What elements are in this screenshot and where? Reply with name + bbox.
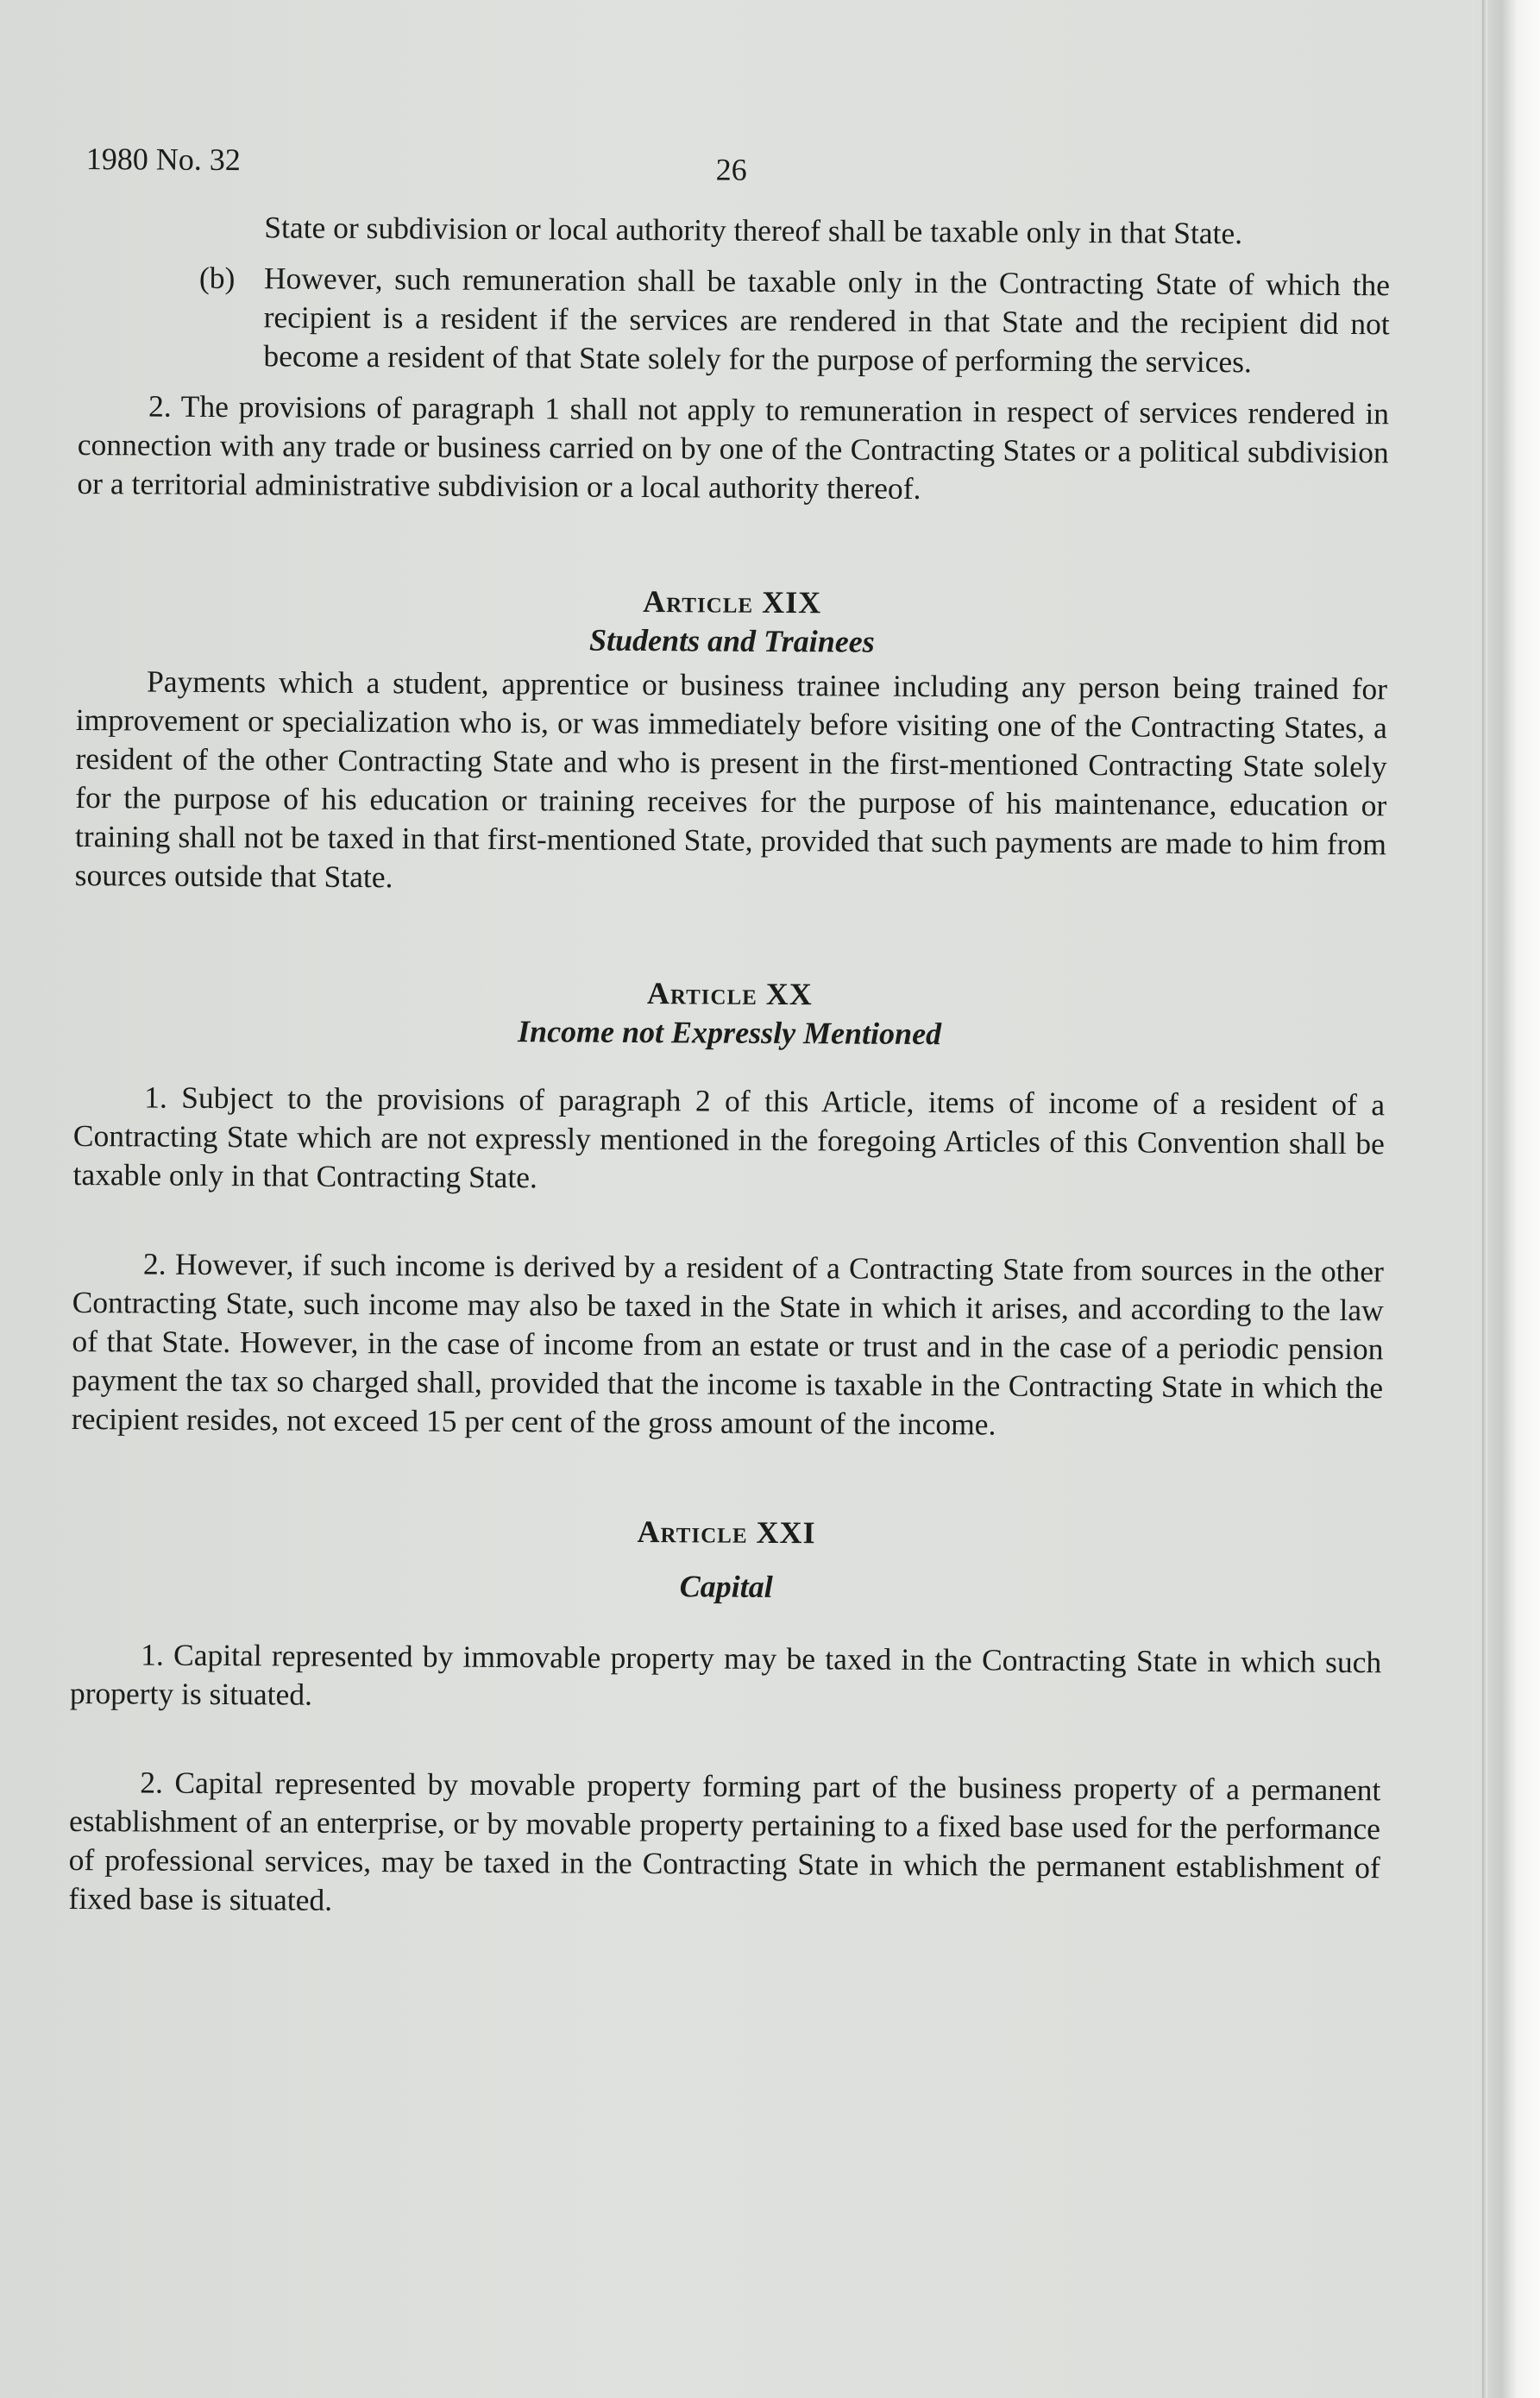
article-xxi-title: Capital [679,1569,773,1604]
item-b-label: (b) [198,260,236,296]
continued-item-a-text: State or subdivision or local authority thereof shall be taxable only in that State. [264,210,1243,251]
article-xx-paragraph-2: 2. However, if such income is derived by a resident of a Contracting State from sources in the other Contracting State, such income may also be taxed in the State in which it arises, and according to the law of that State. However, in the case of income from an estate or trust and in the case of a periodic pension payment the tax so charged shall, provided that the income is taxable in the Contracting State in which the recipient resides, not exceed 15 per cent of the gross amount of the income. [71,1246,1385,1442]
article-xxi-paragraph-1: 1. Capital represented by immovable property may be taxed in the Contracting State in which such property is situated. [69,1637,1382,1712]
article-xxi-paragraph-2: 2. Capital represented by movable property forming part of the business property of a permanent establishment of an enterprise, or by movable property pertaining to a fixed base used for the performance of professional services, may be taxed in the Contracting State in which the permanent establishment of fixed base is situated. [68,1765,1381,1917]
article-xx-heading: Article XX [646,976,814,1012]
page-text [68,129,1391,1926]
page-header [79,129,1391,215]
article-xix-heading: Article XIX [643,584,822,620]
page-number: 26 [715,152,747,187]
article-xix-title: Students and Trainees [588,622,875,659]
statute-reference: 1980 No. 32 [85,142,241,178]
paragraph-2: 2. The provisions of paragraph 1 shall not apply to remuneration in respect of services rendered in connection with any trade or business carried on by one of the Contracting States or a political subdivision or a territorial administrative subdivision or a local authority thereof. [77,388,1390,506]
article-xx-paragraph-1: 1. Subject to the provisions of paragraph 2 of this Article, items of income of a resident of a Contracting State which are not expressly mentioned in the foregoing Articles of this Convention shall be taxable only in that Contracting State. [72,1079,1386,1195]
item-b-text: However, such remuneration shall be taxable only in the Contracting State of which the recipient is a resident if the services are rendered in that State and the recipient did not become a resident of that State solely for the purpose of performing the services. [263,261,1391,380]
article-xix-text: Payments which a student, apprentice or business trainee including any person being trained for improvement or specialization who is, or was immediately before visiting one of the Contracting States, a resident of the other Contracting State and who is present in the first-mentioned Contracting State solely for the purpose of his education or training receives for the purpose of his maintenance, education or training shall not be taxed in that first-mentioned State, provided that such payments are made to him from sources outside that State. [74,664,1388,895]
article-xx-title: Income not Expressly Mentioned [517,1014,942,1052]
article-xxi-heading: Article XXI [637,1514,816,1551]
item-b [78,258,1390,382]
